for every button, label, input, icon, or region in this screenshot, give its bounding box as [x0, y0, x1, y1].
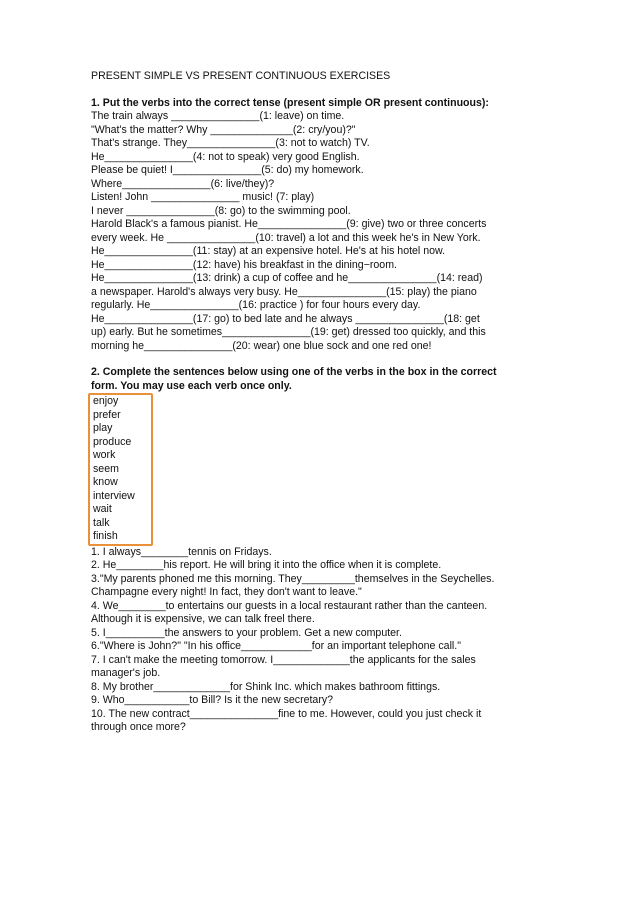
exercise-line: He_______________(4: not to speak) very good English.	[91, 150, 360, 163]
exercise-line: I never _______________(8: go) to the swimming pool.	[91, 204, 351, 217]
verb-item: enjoy	[93, 395, 119, 407]
exercise-line: Please be quiet! I_______________(5: do) my homework.	[91, 164, 364, 176]
exercise-line: up) early. But he sometimes_______________(19: get) dressed too quickly, and this	[91, 326, 486, 338]
section-1	[91, 97, 561, 354]
exercise-line: He_______________(12: have) his breakfast in the dining−room.	[91, 258, 397, 271]
worksheet-title: PRESENT SIMPLE VS PRESENT CONTINUOUS EXERCISES	[91, 70, 391, 82]
exercise-line: Harold Black's a famous pianist. He_______________(9: give) two or three concerts	[91, 218, 487, 230]
exercise-line: 7. I can't make the meeting tomorrow. I_____________the applicants for the sales	[91, 653, 476, 666]
section-2-exercises	[91, 546, 561, 735]
exercise-line: 8. My brother_____________for Shink Inc. which makes bathroom fittings.	[91, 680, 441, 693]
exercise-line: every week. He _______________(10: travel) a lot and this week he's in New York.	[91, 231, 481, 244]
exercise-line: morning he_______________(20: wear) one blue sock and one red one!	[91, 339, 432, 352]
exercise-line: 6."Where is John?" "In his office____________for an important telephone call."	[91, 640, 461, 652]
exercise-line: He_______________(13: drink) a cup of coffee and he_______________(14: read)	[91, 272, 483, 284]
section-2-heading-cont: form. You may use each verb once only.	[91, 379, 292, 392]
verb-item: work	[93, 449, 116, 461]
exercise-line: 2. He________his report. He will bring it into the office when it is complete.	[91, 559, 442, 571]
exercise-line: a newspaper. Harold's always very busy. He_______________(15: play) the piano	[91, 285, 477, 298]
exercise-line: Listen! John _______________ music! (7: play)	[91, 191, 315, 203]
verb-item: interview	[93, 489, 135, 502]
section-2	[91, 366, 561, 735]
verb-item: wait	[93, 503, 112, 515]
verb-box	[88, 393, 153, 546]
verb-item: talk	[93, 516, 110, 529]
exercise-line: 3."My parents phoned me this morning. They_________themselves in the Seychelles.	[91, 572, 495, 585]
exercise-line: manager's job.	[91, 667, 161, 679]
exercise-line: 10. The new contract_______________fine to me. However, could you just check it	[91, 707, 482, 720]
verb-item: finish	[93, 530, 118, 542]
exercise-line: 1. I always________tennis on Fridays.	[91, 545, 272, 558]
section-2-heading: 2. Complete the sentences below using one of the verbs in the box in the correct	[91, 366, 497, 378]
verb-item: play	[93, 422, 113, 434]
verb-item: know	[93, 476, 118, 488]
section-1-heading: 1. Put the verbs into the correct tense (present simple OR present continuous):	[91, 96, 489, 109]
exercise-line: through once more?	[91, 721, 186, 733]
exercise-line: 9. Who___________to Bill? Is it the new secretary?	[91, 694, 334, 706]
verb-item: prefer	[93, 408, 121, 421]
verb-item: seem	[93, 462, 119, 475]
exercise-line: Where_______________(6: live/they)?	[91, 177, 275, 190]
exercise-line: That's strange. They_______________(3: not to watch) TV.	[91, 137, 370, 149]
exercise-line: regularly. He_______________(16: practice ) for four hours every day.	[91, 299, 421, 311]
exercise-line: 4. We________to entertains our guests in a local restaurant rather than the canteen.	[91, 599, 488, 612]
exercise-line: He_______________(17: go) to bed late and he always _______________(18: get	[91, 312, 480, 325]
worksheet-page	[91, 70, 561, 735]
exercise-line: 5. I__________the answers to your problem. Get a new computer.	[91, 626, 402, 639]
verb-item: produce	[93, 435, 132, 448]
exercise-line: Although it is expensive, we can talk freel there.	[91, 613, 315, 625]
exercise-line: He_______________(11: stay) at an expensive hotel. He's at his hotel now.	[91, 245, 446, 257]
exercise-line: Champagne every night! In fact, they don't want to leave."	[91, 586, 362, 598]
exercise-line: "What's the matter? Why ______________(2: cry/you)?"	[91, 123, 356, 136]
exercise-line: The train always _______________(1: leave) on time.	[91, 110, 345, 122]
